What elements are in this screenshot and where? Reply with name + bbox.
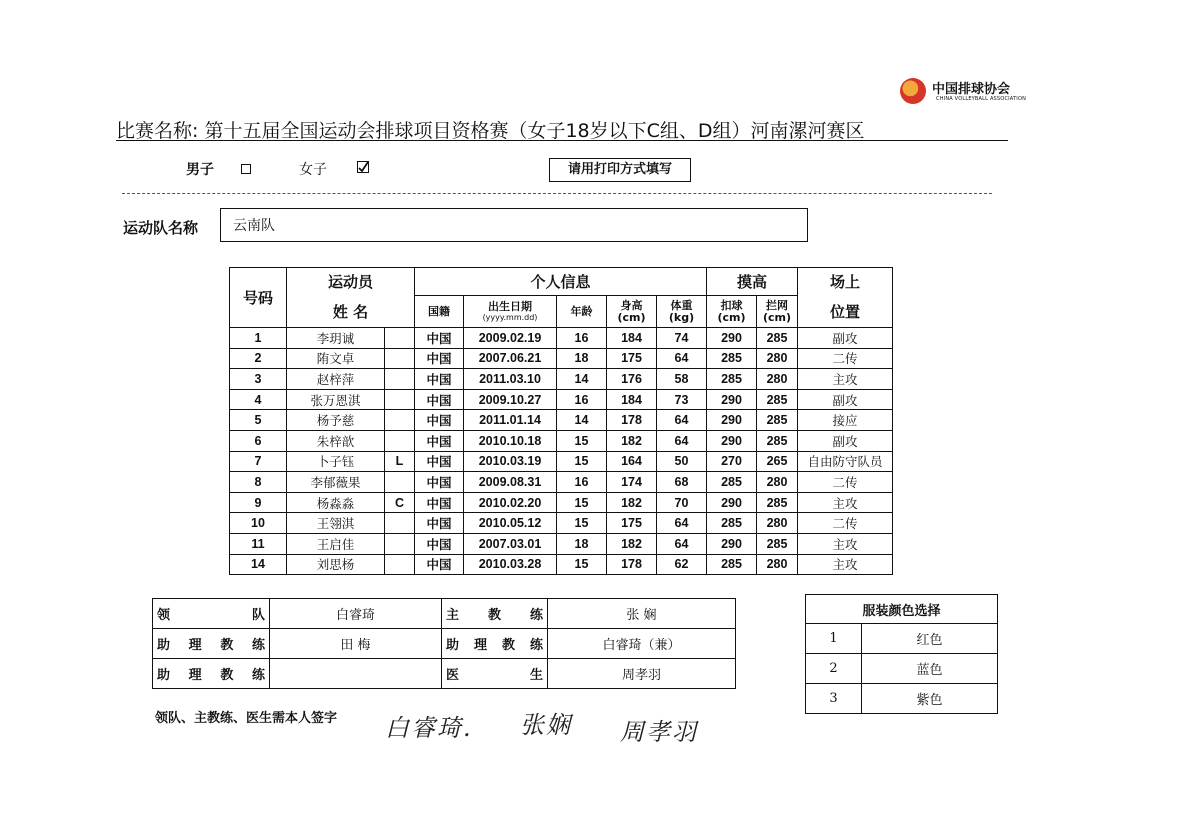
player-role-flag [385, 389, 415, 410]
player-role-flag: C [385, 492, 415, 513]
player-age: 15 [557, 492, 607, 513]
player-name: 李郁薇果 [287, 472, 385, 493]
head-coach-label-cell [442, 599, 548, 629]
player-height: 184 [607, 389, 657, 410]
table-row [230, 348, 893, 369]
header-position-line2: 位置 [798, 296, 893, 328]
player-role-flag [385, 328, 415, 349]
doctor-label-cell [442, 659, 548, 689]
player-number: 2 [230, 348, 287, 369]
player-age: 15 [557, 554, 607, 575]
asst1-label: 助 理 教 练 [157, 638, 265, 653]
player-spike-reach: 290 [707, 389, 757, 410]
head-coach-label: 主 教 练 [446, 608, 543, 623]
team-name-field[interactable]: 云南队 [220, 208, 808, 242]
player-spike-reach: 290 [707, 410, 757, 431]
player-birthdate: 2011.01.14 [464, 410, 557, 431]
player-spike-reach: 285 [707, 513, 757, 534]
player-weight: 64 [657, 533, 707, 554]
player-number: 11 [230, 533, 287, 554]
header-nationality: 国籍 [415, 296, 464, 328]
table-row [230, 451, 893, 472]
player-position: 副攻 [798, 328, 893, 349]
player-name: 王启佳 [287, 533, 385, 554]
staff-table [152, 598, 736, 689]
player-position: 主攻 [798, 554, 893, 575]
color-option-blue[interactable]: 蓝色 [862, 654, 998, 684]
player-name: 李玥诚 [287, 328, 385, 349]
player-height: 178 [607, 410, 657, 431]
player-role-flag [385, 472, 415, 493]
player-position: 主攻 [798, 492, 893, 513]
color-option-red[interactable]: 红色 [862, 624, 998, 654]
signature-head-coach: 张娴 [520, 711, 572, 739]
team-name-label: 运动队名称 [123, 219, 199, 237]
asst3-label-cell [153, 659, 270, 689]
male-checkbox[interactable] [241, 164, 251, 174]
player-birthdate: 2009.08.31 [464, 472, 557, 493]
player-nationality: 中国 [415, 492, 464, 513]
player-name: 王翎淇 [287, 513, 385, 534]
header-height: 身高 [620, 298, 643, 312]
female-label: 女子 [299, 162, 327, 178]
player-block-reach: 280 [757, 472, 798, 493]
player-weight: 50 [657, 451, 707, 472]
player-block-reach: 280 [757, 513, 798, 534]
player-birthdate: 2007.06.21 [464, 348, 557, 369]
player-spike-reach: 285 [707, 472, 757, 493]
player-number: 9 [230, 492, 287, 513]
header-weight: 体重 [670, 298, 693, 312]
player-nationality: 中国 [415, 348, 464, 369]
header-athlete-line2: 姓 名 [287, 296, 415, 328]
asst3-value[interactable] [270, 659, 442, 689]
player-role-flag [385, 533, 415, 554]
player-role-flag [385, 410, 415, 431]
player-age: 14 [557, 410, 607, 431]
player-weight: 64 [657, 348, 707, 369]
player-height: 176 [607, 369, 657, 390]
player-birthdate: 2010.10.18 [464, 430, 557, 451]
player-role-flag [385, 430, 415, 451]
leader-label-cell [153, 599, 270, 629]
signature-instruction: 领队、主教练、医生需本人签字 [155, 711, 338, 726]
asst2-label: 助 理 教 练 [446, 638, 543, 653]
table-row [230, 513, 893, 534]
player-position: 二传 [798, 348, 893, 369]
header-spike-unit: (cm) [717, 310, 746, 324]
player-age: 16 [557, 328, 607, 349]
player-nationality: 中国 [415, 451, 464, 472]
table-row [230, 472, 893, 493]
signature-leader: 白睿琦. [385, 714, 473, 742]
player-number: 5 [230, 410, 287, 431]
table-row [230, 328, 893, 349]
player-birthdate: 2010.02.20 [464, 492, 557, 513]
player-block-reach: 280 [757, 348, 798, 369]
player-weight: 58 [657, 369, 707, 390]
player-age: 18 [557, 348, 607, 369]
player-nationality: 中国 [415, 389, 464, 410]
player-age: 14 [557, 369, 607, 390]
player-birthdate: 2009.10.27 [464, 389, 557, 410]
player-name: 赵梓萍 [287, 369, 385, 390]
player-role-flag [385, 348, 415, 369]
header-age: 年龄 [557, 296, 607, 328]
player-role-flag [385, 513, 415, 534]
player-birthdate: 2011.03.10 [464, 369, 557, 390]
player-nationality: 中国 [415, 472, 464, 493]
roster-table [229, 267, 893, 575]
header-height-unit: (cm) [617, 310, 646, 324]
leader-value[interactable]: 白睿琦 [270, 599, 442, 629]
player-position: 副攻 [798, 389, 893, 410]
player-position: 副攻 [798, 430, 893, 451]
player-weight: 73 [657, 389, 707, 410]
player-block-reach: 285 [757, 533, 798, 554]
player-height: 175 [607, 513, 657, 534]
player-height: 178 [607, 554, 657, 575]
player-height: 182 [607, 430, 657, 451]
female-checkbox[interactable] [357, 161, 369, 173]
player-position: 二传 [798, 513, 893, 534]
player-weight: 64 [657, 513, 707, 534]
header-block: 拦网 [766, 298, 788, 312]
player-nationality: 中国 [415, 533, 464, 554]
player-block-reach: 280 [757, 369, 798, 390]
header-number: 号码 [230, 268, 287, 328]
doctor-value[interactable]: 周孝羽 [548, 659, 736, 689]
header-position-line1: 场上 [798, 268, 893, 296]
color-option-purple[interactable]: 紫色 [862, 684, 998, 714]
player-height: 174 [607, 472, 657, 493]
player-nationality: 中国 [415, 410, 464, 431]
player-height: 182 [607, 492, 657, 513]
player-name: 陏文卓 [287, 348, 385, 369]
player-weight: 74 [657, 328, 707, 349]
player-block-reach: 265 [757, 451, 798, 472]
player-position: 接应 [798, 410, 893, 431]
color-option-number: 3 [806, 684, 862, 714]
player-spike-reach: 285 [707, 348, 757, 369]
asst2-label-cell [442, 629, 548, 659]
player-age: 18 [557, 533, 607, 554]
player-number: 10 [230, 513, 287, 534]
checkmark-icon [358, 162, 368, 172]
player-position: 主攻 [798, 369, 893, 390]
asst2-value[interactable]: 白睿琦（兼） [548, 629, 736, 659]
player-height: 164 [607, 451, 657, 472]
table-row [230, 430, 893, 451]
uniform-color-header: 服装颜色选择 [806, 595, 998, 624]
header-weight-unit: (kg) [668, 310, 695, 324]
player-birthdate: 2009.02.19 [464, 328, 557, 349]
player-height: 182 [607, 533, 657, 554]
player-block-reach: 285 [757, 328, 798, 349]
player-number: 8 [230, 472, 287, 493]
player-block-reach: 285 [757, 410, 798, 431]
roster-body [230, 328, 893, 575]
player-number: 3 [230, 369, 287, 390]
player-name: 杨予慈 [287, 410, 385, 431]
section-divider [122, 193, 992, 194]
association-logo [900, 76, 1027, 108]
logo-name-cn: 中国排球协会 [932, 82, 1011, 97]
player-height: 184 [607, 328, 657, 349]
logo-name-en: CHINA VOLLEYBALL ASSOCIATION [936, 96, 1027, 102]
player-spike-reach: 290 [707, 328, 757, 349]
player-weight: 70 [657, 492, 707, 513]
player-age: 15 [557, 513, 607, 534]
player-nationality: 中国 [415, 554, 464, 575]
color-option-number: 1 [806, 624, 862, 654]
table-row [230, 410, 893, 431]
header-athlete-line1: 运动员 [287, 268, 415, 296]
player-name: 刘思杨 [287, 554, 385, 575]
signature-doctor: 周孝羽 [620, 718, 698, 746]
header-spike: 扣球 [720, 298, 743, 312]
player-spike-reach: 290 [707, 430, 757, 451]
player-position: 主攻 [798, 533, 893, 554]
player-name: 张万恩淇 [287, 389, 385, 410]
competition-title: 比赛名称: 第十五届全国运动会排球项目资格赛（女子18岁以下C组、D组）河南漯河赛区 [116, 120, 865, 142]
title-underline [116, 140, 1008, 141]
player-weight: 64 [657, 430, 707, 451]
leader-label: 领 队 [157, 608, 265, 623]
player-block-reach: 285 [757, 430, 798, 451]
header-spike-cell [707, 296, 757, 328]
head-coach-value[interactable]: 张 娴 [548, 599, 736, 629]
player-number: 6 [230, 430, 287, 451]
player-role-flag [385, 554, 415, 575]
player-position: 二传 [798, 472, 893, 493]
player-nationality: 中国 [415, 513, 464, 534]
header-reach: 摸高 [707, 268, 798, 296]
header-birthdate-format: (yyyy.mm.dd) [482, 313, 538, 322]
player-age: 16 [557, 389, 607, 410]
color-option-number: 2 [806, 654, 862, 684]
asst1-value[interactable]: 田 梅 [270, 629, 442, 659]
player-role-flag [385, 369, 415, 390]
player-spike-reach: 270 [707, 451, 757, 472]
player-number: 1 [230, 328, 287, 349]
uniform-color-table [805, 594, 998, 714]
header-block-unit: (cm) [762, 310, 792, 324]
player-nationality: 中国 [415, 369, 464, 390]
player-birthdate: 2007.03.01 [464, 533, 557, 554]
player-number: 4 [230, 389, 287, 410]
print-instruction-box: 请用打印方式填写 [549, 158, 691, 182]
player-name: 朱梓歆 [287, 430, 385, 451]
player-block-reach: 285 [757, 389, 798, 410]
player-name: 杨淼淼 [287, 492, 385, 513]
player-weight: 62 [657, 554, 707, 575]
player-birthdate: 2010.03.19 [464, 451, 557, 472]
player-weight: 68 [657, 472, 707, 493]
player-spike-reach: 290 [707, 492, 757, 513]
player-role-flag: L [385, 451, 415, 472]
player-nationality: 中国 [415, 430, 464, 451]
table-row [230, 554, 893, 575]
player-age: 15 [557, 430, 607, 451]
table-row [230, 533, 893, 554]
header-block-cell [757, 296, 798, 328]
header-birthdate-cell [464, 296, 557, 328]
player-birthdate: 2010.03.28 [464, 554, 557, 575]
player-spike-reach: 285 [707, 369, 757, 390]
player-block-reach: 285 [757, 492, 798, 513]
player-age: 16 [557, 472, 607, 493]
table-row [230, 389, 893, 410]
player-block-reach: 280 [757, 554, 798, 575]
table-row [230, 492, 893, 513]
header-height-cell [607, 296, 657, 328]
asst3-label: 助 理 教 练 [157, 668, 265, 683]
header-personal-info: 个人信息 [415, 268, 707, 296]
player-nationality: 中国 [415, 328, 464, 349]
player-birthdate: 2010.05.12 [464, 513, 557, 534]
male-label: 男子 [186, 162, 214, 178]
player-name: 卜子钰 [287, 451, 385, 472]
player-spike-reach: 290 [707, 533, 757, 554]
player-number: 14 [230, 554, 287, 575]
player-weight: 64 [657, 410, 707, 431]
player-position: 自由防守队员 [798, 451, 893, 472]
logo-emblem-icon [900, 78, 926, 104]
header-birthdate: 出生日期 [488, 300, 532, 313]
player-height: 175 [607, 348, 657, 369]
player-number: 7 [230, 451, 287, 472]
player-age: 15 [557, 451, 607, 472]
table-row [230, 369, 893, 390]
asst1-label-cell [153, 629, 270, 659]
header-weight-cell [657, 296, 707, 328]
player-spike-reach: 285 [707, 554, 757, 575]
doctor-label: 医 生 [446, 668, 543, 683]
